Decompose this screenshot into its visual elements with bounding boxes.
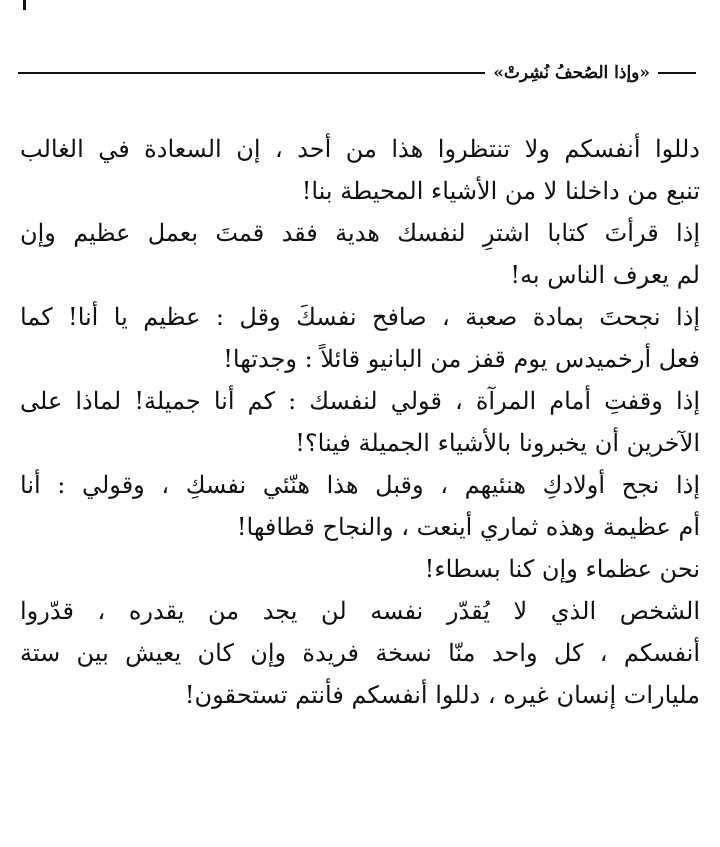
- header-rule-right: [658, 72, 696, 74]
- text-line: الشخص الذي لا يُقدّر نفسه لن يجد من يقدره ، قدّروا: [20, 597, 700, 625]
- body-text: [20, 128, 700, 716]
- text-line: الآخرين أن يخبرونا بالأشياء الجميلة فينا؟!: [295, 429, 700, 457]
- text-line: إذا نجح أولادكِ هنئيهم ، وقبل هذا هنّئي نفسكِ ، وقولي : أنا: [20, 471, 700, 499]
- header-rule-left: [18, 72, 485, 74]
- text-line: إذا وقفتِ أمام المرآة ، قولي لنفسك : كم أنا جميلة! لماذا على: [20, 387, 700, 415]
- text-line: تنبع من داخلنا لا من الأشياء المحيطة بنا!: [301, 177, 700, 205]
- page-edge-mark: [23, 0, 26, 10]
- text-line: نحن عظماء وإن كنا بسطاء!: [424, 555, 700, 583]
- text-line: أم عظيمة وهذه ثماري أينعت ، والنجاح قطافها!: [236, 513, 700, 541]
- text-line: دللوا أنفسكم ولا تنتظروا هذا من أحد ، إن السعادة في الغالب: [20, 135, 700, 163]
- text-line: لم يعرف الناس به!: [510, 261, 700, 289]
- running-header: [18, 58, 696, 88]
- text-line: مليارات إنسان غيره ، دللوا أنفسكم فأنتم تستحقون!: [184, 681, 700, 709]
- text-line: إذا قرأتَ كتابا اشترِ لنفسك هدية فقد قمتَ بعمل عظيم وإن: [20, 219, 700, 247]
- text-line: إذا نجحتَ بمادة صعبة ، صافح نفسكَ وقل : عظيم يا أنا! كما: [20, 303, 700, 331]
- header-title: «وإذا الصُحفُ نُشِرتْ»: [493, 63, 650, 83]
- text-line: فعل أرخميدس يوم قفز من البانيو قائلاً : وجدتها!: [223, 345, 700, 373]
- text-line: أنفسكم ، كل واحد منّا نسخة فريدة وإن كان يعيش بين ستة: [20, 639, 700, 667]
